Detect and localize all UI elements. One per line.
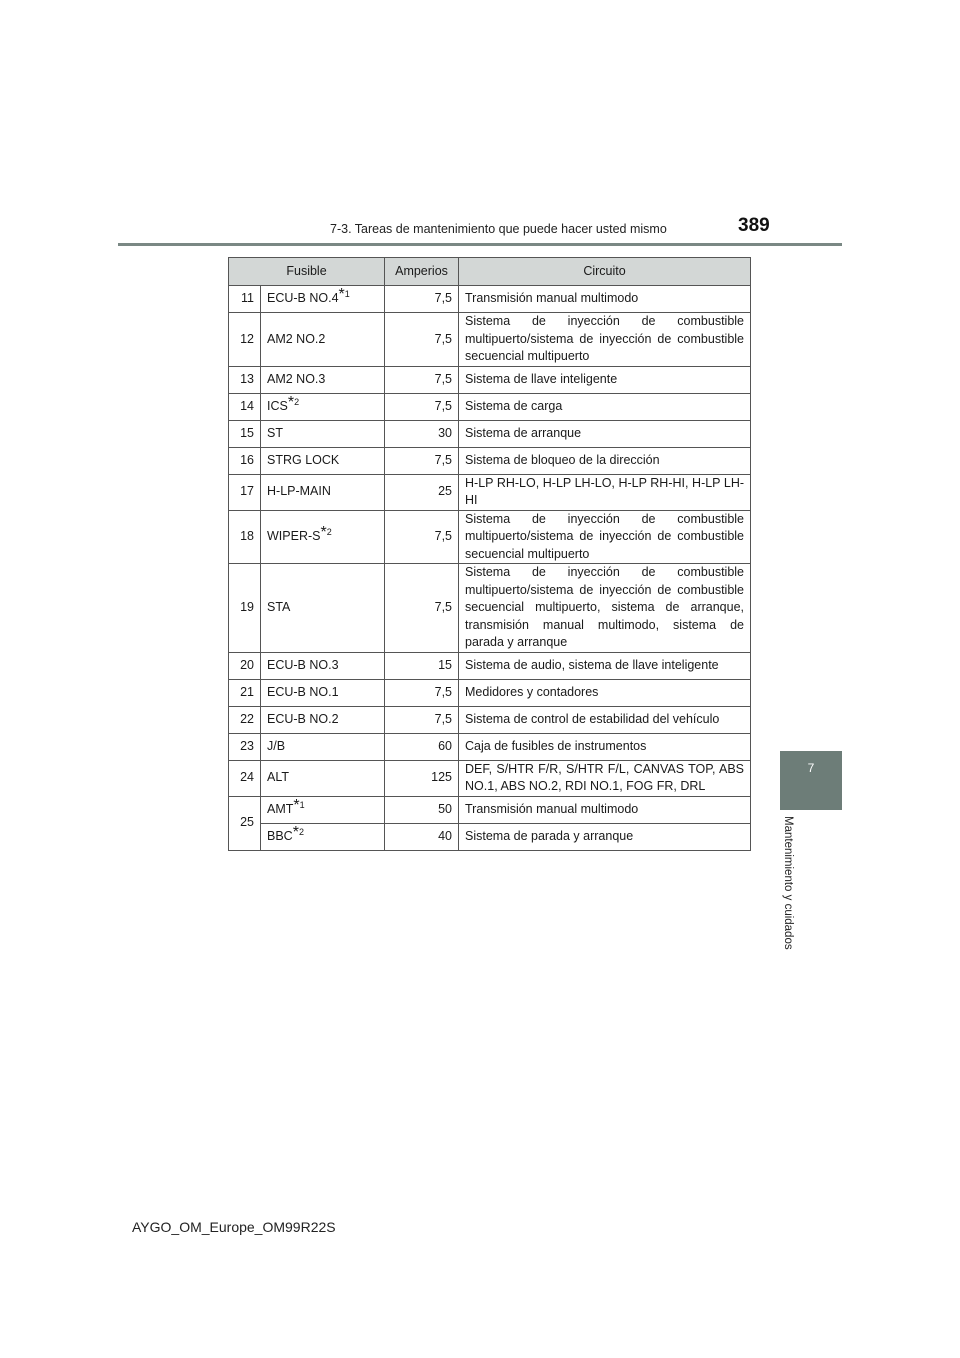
fuse-amps: 50	[385, 796, 459, 823]
fuse-number: 17	[229, 474, 261, 510]
fuse-name-cell	[261, 796, 385, 823]
fuse-name: ECU-B NO.4	[267, 291, 339, 306]
fuse-number: 24	[229, 760, 261, 796]
column-header-circuit: Circuito	[459, 258, 751, 286]
fuse-number: 20	[229, 652, 261, 679]
fuse-circuit: Transmisión manual multimodo	[459, 796, 751, 823]
fuse-number: 12	[229, 313, 261, 367]
fuse-circuit: Medidores y contadores	[459, 679, 751, 706]
fuse-name-cell	[261, 823, 385, 850]
fuse-circuit: Sistema de inyección de combustible multipuerto/sistema de inyección de combustible secuencial multipuerto, sistema de arranque, transmisión manual multimodo, sistema de parada y arranque	[459, 564, 751, 653]
fuse-number: 22	[229, 706, 261, 733]
fuse-name: ECU-B NO.2	[261, 706, 385, 733]
fuse-circuit: Sistema de llave inteligente	[459, 366, 751, 393]
chapter-tab-number: 7	[807, 761, 815, 775]
fuse-circuit: Sistema de arranque	[459, 420, 751, 447]
header-divider	[118, 243, 842, 246]
fuse-circuit: Caja de fusibles de instrumentos	[459, 733, 751, 760]
column-header-fuse: Fusible	[229, 258, 385, 286]
fuse-name-cell	[261, 286, 385, 313]
fuse-name: BBC	[267, 828, 293, 843]
table-row	[229, 796, 751, 823]
page-number: 389	[738, 215, 770, 236]
table-row	[229, 420, 751, 447]
fuse-circuit: Sistema de bloqueo de la dirección	[459, 447, 751, 474]
fuse-amps: 7,5	[385, 564, 459, 653]
fuse-amps: 15	[385, 652, 459, 679]
fuse-circuit: DEF, S/HTR F/R, S/HTR F/L, CANVAS TOP, ABS NO.1, ABS NO.2, RDI NO.1, FOG FR, DRL	[459, 760, 751, 796]
table-row	[229, 447, 751, 474]
fuse-amps: 7,5	[385, 286, 459, 313]
fuse-amps: 25	[385, 474, 459, 510]
table-row	[229, 564, 751, 653]
fuse-number: 19	[229, 564, 261, 653]
table-row	[229, 760, 751, 796]
fuse-name: ALT	[261, 760, 385, 796]
footnote-number: 1	[344, 289, 350, 300]
fuse-amps: 40	[385, 823, 459, 850]
table-row	[229, 393, 751, 420]
table-row	[229, 366, 751, 393]
document-id: AYGO_OM_Europe_OM99R22S	[132, 1219, 336, 1235]
fuse-amps: 7,5	[385, 706, 459, 733]
table-row	[229, 652, 751, 679]
fuse-name-cell	[261, 510, 385, 564]
fuse-circuit: Sistema de inyección de combustible multipuerto/sistema de inyección de combustible secuencial multipuerto	[459, 510, 751, 564]
fuse-amps: 7,5	[385, 679, 459, 706]
table-row	[229, 706, 751, 733]
fuse-number: 15	[229, 420, 261, 447]
table-row	[229, 679, 751, 706]
footnote-star: *	[320, 524, 327, 541]
fuse-amps: 7,5	[385, 313, 459, 367]
fuse-amps: 7,5	[385, 447, 459, 474]
table-row	[229, 733, 751, 760]
footnote-number: 1	[299, 799, 305, 810]
fuse-number: 18	[229, 510, 261, 564]
fuse-name-cell	[261, 393, 385, 420]
footnote-number: 2	[294, 396, 300, 407]
fuse-number: 23	[229, 733, 261, 760]
fuse-circuit: Sistema de inyección de combustible multipuerto/sistema de inyección de combustible secuencial multipuerto	[459, 313, 751, 367]
fuse-amps: 7,5	[385, 510, 459, 564]
table-header-row	[229, 258, 751, 286]
fuse-amps: 125	[385, 760, 459, 796]
fuse-name: STA	[261, 564, 385, 653]
fuse-name: J/B	[261, 733, 385, 760]
footnote-star: *	[293, 796, 300, 814]
table-row	[229, 474, 751, 510]
table-row	[229, 823, 751, 850]
fuse-name: AM2 NO.2	[261, 313, 385, 367]
fuse-number: 14	[229, 393, 261, 420]
fuse-name: H-LP-MAIN	[261, 474, 385, 510]
fuse-name: AM2 NO.3	[261, 366, 385, 393]
fuse-name: WIPER-S	[267, 529, 321, 543]
fuse-name: ECU-B NO.1	[261, 679, 385, 706]
fuse-table	[228, 257, 751, 851]
section-title: 7-3. Tareas de mantenimiento que puede hacer usted mismo	[330, 222, 667, 236]
column-header-amps: Amperios	[385, 258, 459, 286]
fuse-name: STRG LOCK	[261, 447, 385, 474]
fuse-name: AMT	[267, 801, 294, 816]
fuse-number: 21	[229, 679, 261, 706]
chapter-label: Mantenimiento y cuidados	[782, 816, 794, 950]
fuse-name: ST	[261, 420, 385, 447]
footnote-number: 2	[326, 527, 332, 537]
footnote-star: *	[292, 823, 299, 841]
fuse-circuit: Sistema de control de estabilidad del vehículo	[459, 706, 751, 733]
fuse-circuit: Sistema de carga	[459, 393, 751, 420]
fuse-table-body	[229, 286, 751, 851]
fuse-amps: 30	[385, 420, 459, 447]
fuse-amps: 60	[385, 733, 459, 760]
fuse-name: ICS	[267, 398, 288, 413]
fuse-amps: 7,5	[385, 366, 459, 393]
table-row	[229, 510, 751, 564]
footnote-star: *	[338, 286, 345, 304]
fuse-name: ECU-B NO.3	[261, 652, 385, 679]
chapter-label-container	[782, 816, 802, 968]
fuse-number: 11	[229, 286, 261, 313]
fuse-circuit: H-LP RH-LO, H-LP LH-LO, H-LP RH-HI, H-LP LH-HI	[459, 474, 751, 510]
table-row	[229, 313, 751, 367]
footnote-number: 2	[298, 826, 304, 837]
fuse-number: 25	[229, 796, 261, 850]
table-row	[229, 286, 751, 313]
fuse-circuit: Transmisión manual multimodo	[459, 286, 751, 313]
fuse-circuit: Sistema de parada y arranque	[459, 823, 751, 850]
fuse-number: 16	[229, 447, 261, 474]
fuse-amps: 7,5	[385, 393, 459, 420]
chapter-tab[interactable]	[780, 751, 842, 810]
fuse-circuit: Sistema de audio, sistema de llave inteligente	[459, 652, 751, 679]
footnote-star: *	[287, 393, 295, 411]
fuse-number: 13	[229, 366, 261, 393]
